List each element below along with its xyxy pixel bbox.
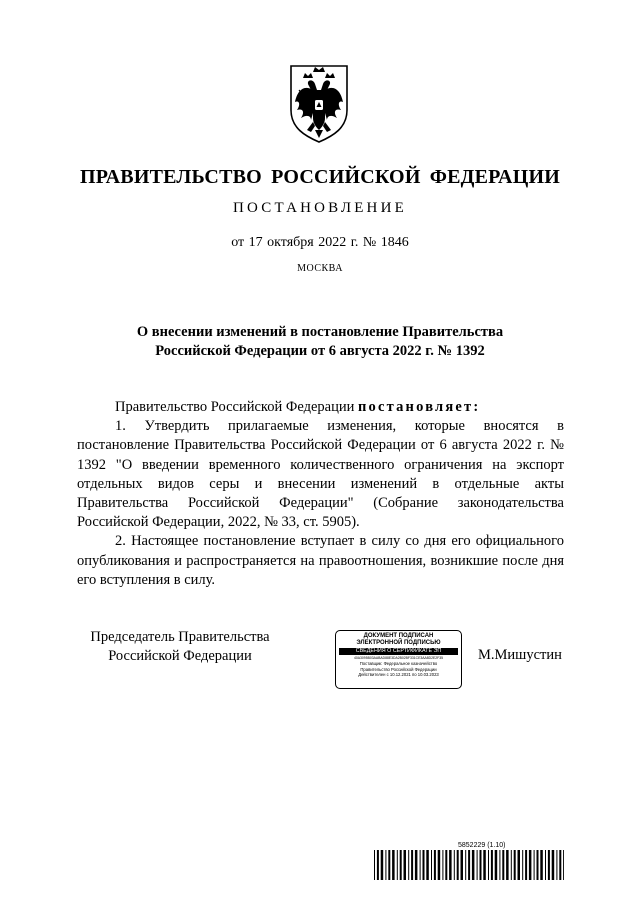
document-type: ПОСТАНОВЛЕНИЕ <box>233 200 407 216</box>
stamp-title <box>336 633 461 647</box>
stamp-owner: Правительство Российской Федерации <box>360 666 437 672</box>
signer-name: М.Мишустин <box>478 647 562 663</box>
stamp-title-line-2: ЭЛЕКТРОННОЙ ПОДПИСЬЮ <box>356 640 441 646</box>
electronic-signature-stamp <box>335 630 462 689</box>
coat-of-arms-icon <box>287 60 351 144</box>
government-title: ПРАВИТЕЛЬСТВО РОССИЙСКОЙ ФЕДЕРАЦИИ <box>80 166 560 188</box>
lead-decrees-word: постановляет: <box>357 399 481 415</box>
stamp-issuer: Поставщик: Федеральное казначейство <box>359 661 438 666</box>
decree-item-1: 1. Утвердить прилагаемые изменения, которые вносятся в постановление Правительства Российской Федерации от 6 августа 2022 г. № 1392 "О введении временного количественного ограничения на экспорт отдельных видов серы и внесении изменений в отдельные акты Правительства Российской Федерации" (Собрание законодательства Российской Федерации, 2022, № 33, ст. 5905). <box>77 418 564 531</box>
barcode-icon <box>374 850 564 880</box>
stamp-validity: Действителен с 10.12.2021 по 10.03.2023 <box>358 672 439 678</box>
city-name: МОСКВА <box>297 263 343 274</box>
signer-position-line-1: Председатель Правительства <box>90 629 270 645</box>
signer-position-line-2: Российской Федерации <box>108 648 252 664</box>
signer-position <box>80 628 280 666</box>
lead-text: Правительство Российской Федерации <box>115 399 355 415</box>
document-subject <box>0 323 640 361</box>
subject-line-2: Российской Федерации от 6 августа 2022 г. № 1392 <box>155 343 485 359</box>
stamp-serial: 40A3095B03AABAD88E3DA2B02BF331CE3AA8D2E2F35 <box>354 656 443 660</box>
stamp-certificate-band: СВЕДЕНИЯ О СЕРТИФИКАТЕ ЭП <box>339 648 458 655</box>
decree-item-2: 2. Настоящее постановление вступает в силу со дня его официального опубликования и распространяется на правоотношения, возникшие после дня его вступления в силу. <box>77 533 564 588</box>
document-code: 5852229 (1.10) <box>458 842 506 849</box>
document-body <box>77 398 564 590</box>
subject-line-1: О внесении изменений в постановление Правительства <box>136 324 504 340</box>
decree-lead <box>77 398 564 417</box>
stamp-title-line-1: ДОКУМЕНТ ПОДПИСАН <box>363 633 434 639</box>
document-date-number: от 17 октября 2022 г. № 1846 <box>231 235 409 250</box>
